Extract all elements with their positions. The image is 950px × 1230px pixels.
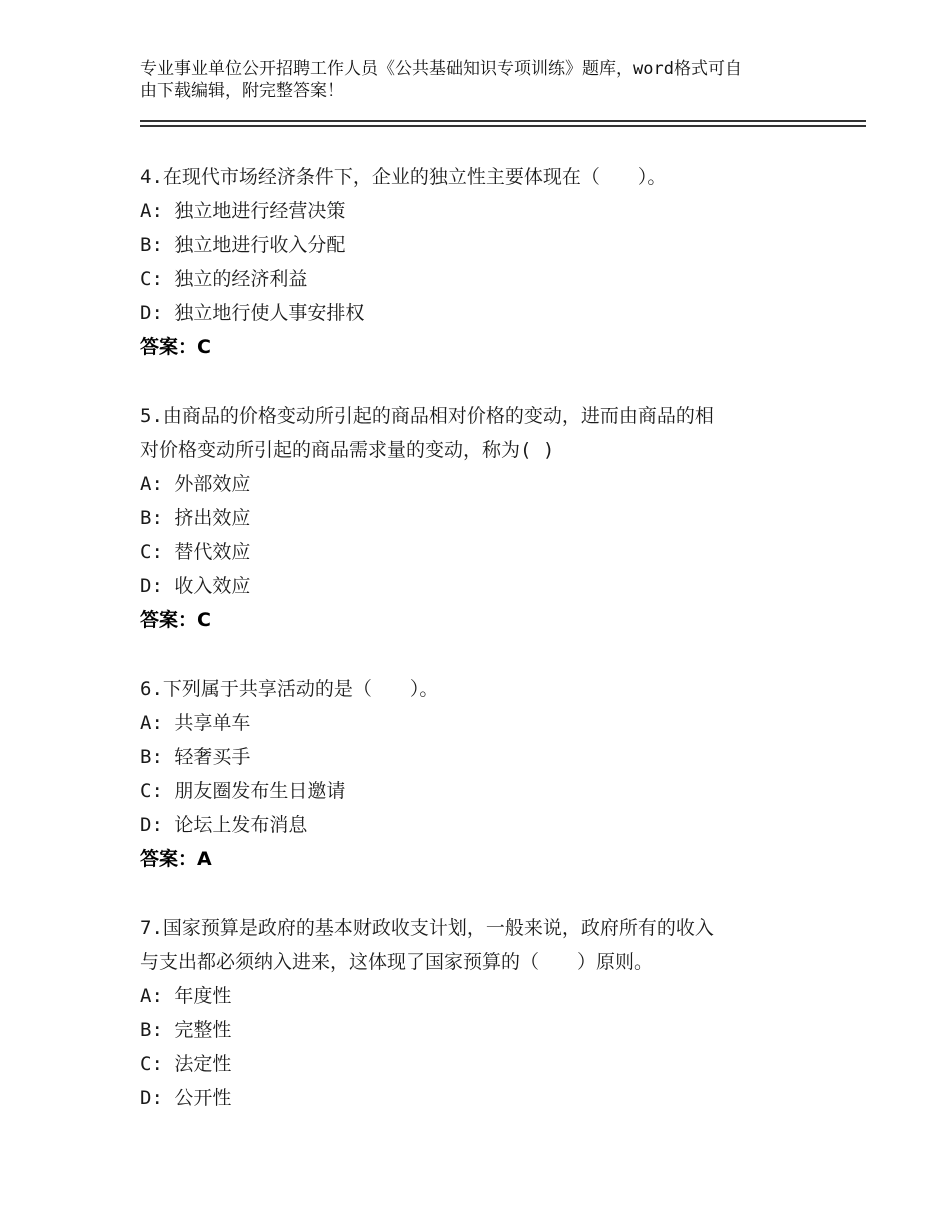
option-c: C: 独立的经济利益 bbox=[140, 268, 308, 290]
option-b: B: 轻奢买手 bbox=[140, 746, 251, 768]
option-b: B: 挤出效应 bbox=[140, 507, 251, 529]
question-stem: 6.下列属于共享活动的是（ ）。 bbox=[140, 678, 439, 700]
option-c: C: 朋友圈发布生日邀请 bbox=[140, 780, 346, 802]
option-c: C: 替代效应 bbox=[140, 541, 251, 563]
header-divider-bottom bbox=[140, 125, 866, 127]
question-list bbox=[140, 160, 840, 1150]
answer-line: 答案：C bbox=[140, 336, 211, 358]
question-4 bbox=[140, 160, 840, 364]
header-line-2: 由下载编辑，附完整答案！ bbox=[140, 81, 344, 101]
question-stem-continued: 与支出都必须纳入进来，这体现了国家预算的（ ）原则。 bbox=[140, 951, 654, 973]
option-d: D: 公开性 bbox=[140, 1087, 232, 1109]
option-b: B: 完整性 bbox=[140, 1019, 232, 1041]
option-d: D: 收入效应 bbox=[140, 575, 251, 597]
option-b: B: 独立地进行收入分配 bbox=[140, 234, 346, 256]
question-stem: 4.在现代市场经济条件下，企业的独立性主要体现在（ ）。 bbox=[140, 166, 667, 188]
document-header bbox=[140, 58, 830, 102]
option-a: A: 外部效应 bbox=[140, 473, 251, 495]
answer-line: 答案：A bbox=[140, 848, 212, 870]
option-a: A: 独立地进行经营决策 bbox=[140, 200, 346, 222]
answer-line: 答案：C bbox=[140, 609, 211, 631]
option-d: D: 论坛上发布消息 bbox=[140, 814, 308, 836]
option-c: C: 法定性 bbox=[140, 1053, 232, 1075]
question-stem: 5.由商品的价格变动所引起的商品相对价格的变动，进而由商品的相 bbox=[140, 405, 714, 427]
header-line-1: 专业事业单位公开招聘工作人员《公共基础知识专项训练》题库，word格式可自 bbox=[140, 59, 742, 79]
option-d: D: 独立地行使人事安排权 bbox=[140, 302, 365, 324]
header-divider-top bbox=[140, 120, 866, 122]
question-6 bbox=[140, 672, 840, 876]
option-a: A: 年度性 bbox=[140, 985, 232, 1007]
option-a: A: 共享单车 bbox=[140, 712, 251, 734]
question-7 bbox=[140, 911, 840, 1115]
question-stem: 7.国家预算是政府的基本财政收支计划，一般来说，政府所有的收入 bbox=[140, 917, 714, 939]
question-stem-continued: 对价格变动所引起的商品需求量的变动，称为( ) bbox=[140, 439, 555, 461]
question-5 bbox=[140, 399, 840, 637]
